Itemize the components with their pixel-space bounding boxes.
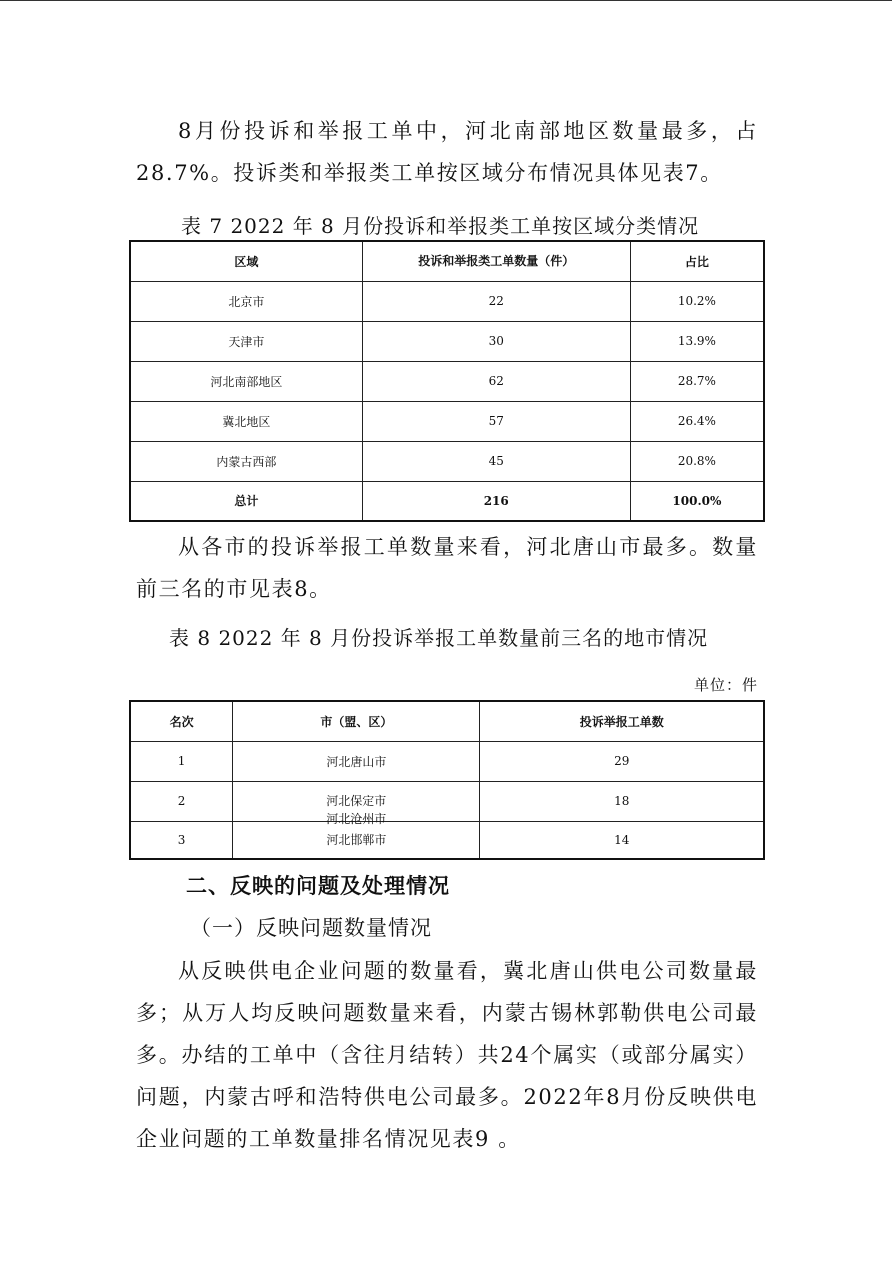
table7-header-row xyxy=(130,241,764,281)
table8-cell-count: 18 xyxy=(480,781,764,821)
section-heading: 二、反映的问题及处理情况 xyxy=(186,874,450,898)
table7-total-row xyxy=(130,481,764,521)
table7-total-ratio: 100.0% xyxy=(630,481,764,521)
table-row xyxy=(130,401,764,441)
table7-cell-region: 天津市 xyxy=(130,321,362,361)
table7-cell-region: 河北南部地区 xyxy=(130,361,362,401)
table7-header-ratio: 占比 xyxy=(630,241,764,281)
table7-header-count: 投诉和举报类工单数量（件） xyxy=(362,241,630,281)
table7-cell-count: 62 xyxy=(362,361,630,401)
table7 xyxy=(129,240,765,522)
table7-cell-region: 北京市 xyxy=(130,281,362,321)
table-row xyxy=(130,281,764,321)
table-row xyxy=(130,741,764,781)
table8-header-row xyxy=(130,701,764,741)
paragraph-city-summary: 从各市的投诉举报工单数量来看，河北唐山市最多。数量前三名的市见表8。 xyxy=(136,535,758,601)
table8-cell-city: 河北保定市 河北沧州市 xyxy=(233,781,480,821)
table8-cell-count: 29 xyxy=(480,741,764,781)
page-top-border xyxy=(0,0,892,1)
table-row xyxy=(130,361,764,401)
table8-header-count: 投诉举报工单数 xyxy=(480,701,764,741)
table7-cell-region: 冀北地区 xyxy=(130,401,362,441)
table-row xyxy=(130,321,764,361)
table7-cell-ratio: 10.2% xyxy=(630,281,764,321)
section-subheading: （一）反映问题数量情况 xyxy=(190,916,432,940)
table-row xyxy=(130,821,764,859)
table-row xyxy=(130,781,764,821)
table8-cell-city: 河北唐山市 xyxy=(233,741,480,781)
table7-cell-ratio: 13.9% xyxy=(630,321,764,361)
table7-total-count: 216 xyxy=(362,481,630,521)
table8-cell-rank: 2 xyxy=(130,781,233,821)
table8-caption: 表 8 2022 年 8 月份投诉举报工单数量前三名的地市情况 xyxy=(169,626,709,650)
table8-cell-rank: 3 xyxy=(130,821,233,859)
table7-cell-count: 22 xyxy=(362,281,630,321)
table7-cell-count: 57 xyxy=(362,401,630,441)
table7-cell-ratio: 26.4% xyxy=(630,401,764,441)
table7-cell-count: 30 xyxy=(362,321,630,361)
table7-total-label: 总计 xyxy=(130,481,362,521)
paragraph-issue-summary: 从反映供电企业问题的数量看，冀北唐山供电公司数量最多；从万人均反映问题数量来看，内蒙古锡林郭勒供电公司最多。办结的工单中（含往月结转）共24个属实（或部分属实）问题，内蒙古呼和浩特供电公司最多。2022年8月份反映供电企业问题的工单数量排名情况见表9 。 xyxy=(136,959,758,1151)
table-row xyxy=(130,441,764,481)
table8-cell-city: 河北邯郸市 xyxy=(233,821,480,859)
paragraph-region-summary: 8月份投诉和举报工单中，河北南部地区数量最多，占28.7%。投诉类和举报类工单按区域分布情况具体见表7。 xyxy=(136,119,758,185)
table8 xyxy=(129,700,765,860)
table7-caption: 表 7 2022 年 8 月份投诉和举报类工单按区域分类情况 xyxy=(181,214,700,238)
table7-cell-ratio: 20.8% xyxy=(630,441,764,481)
table7-cell-count: 45 xyxy=(362,441,630,481)
table7-cell-ratio: 28.7% xyxy=(630,361,764,401)
table8-header-city: 市（盟、区） xyxy=(233,701,480,741)
table7-header-region: 区域 xyxy=(130,241,362,281)
table8-cell-count: 14 xyxy=(480,821,764,859)
table7-cell-region: 内蒙古西部 xyxy=(130,441,362,481)
table8-cell-rank: 1 xyxy=(130,741,233,781)
table8-header-rank: 名次 xyxy=(130,701,233,741)
table8-unit: 单位：件 xyxy=(693,676,758,694)
